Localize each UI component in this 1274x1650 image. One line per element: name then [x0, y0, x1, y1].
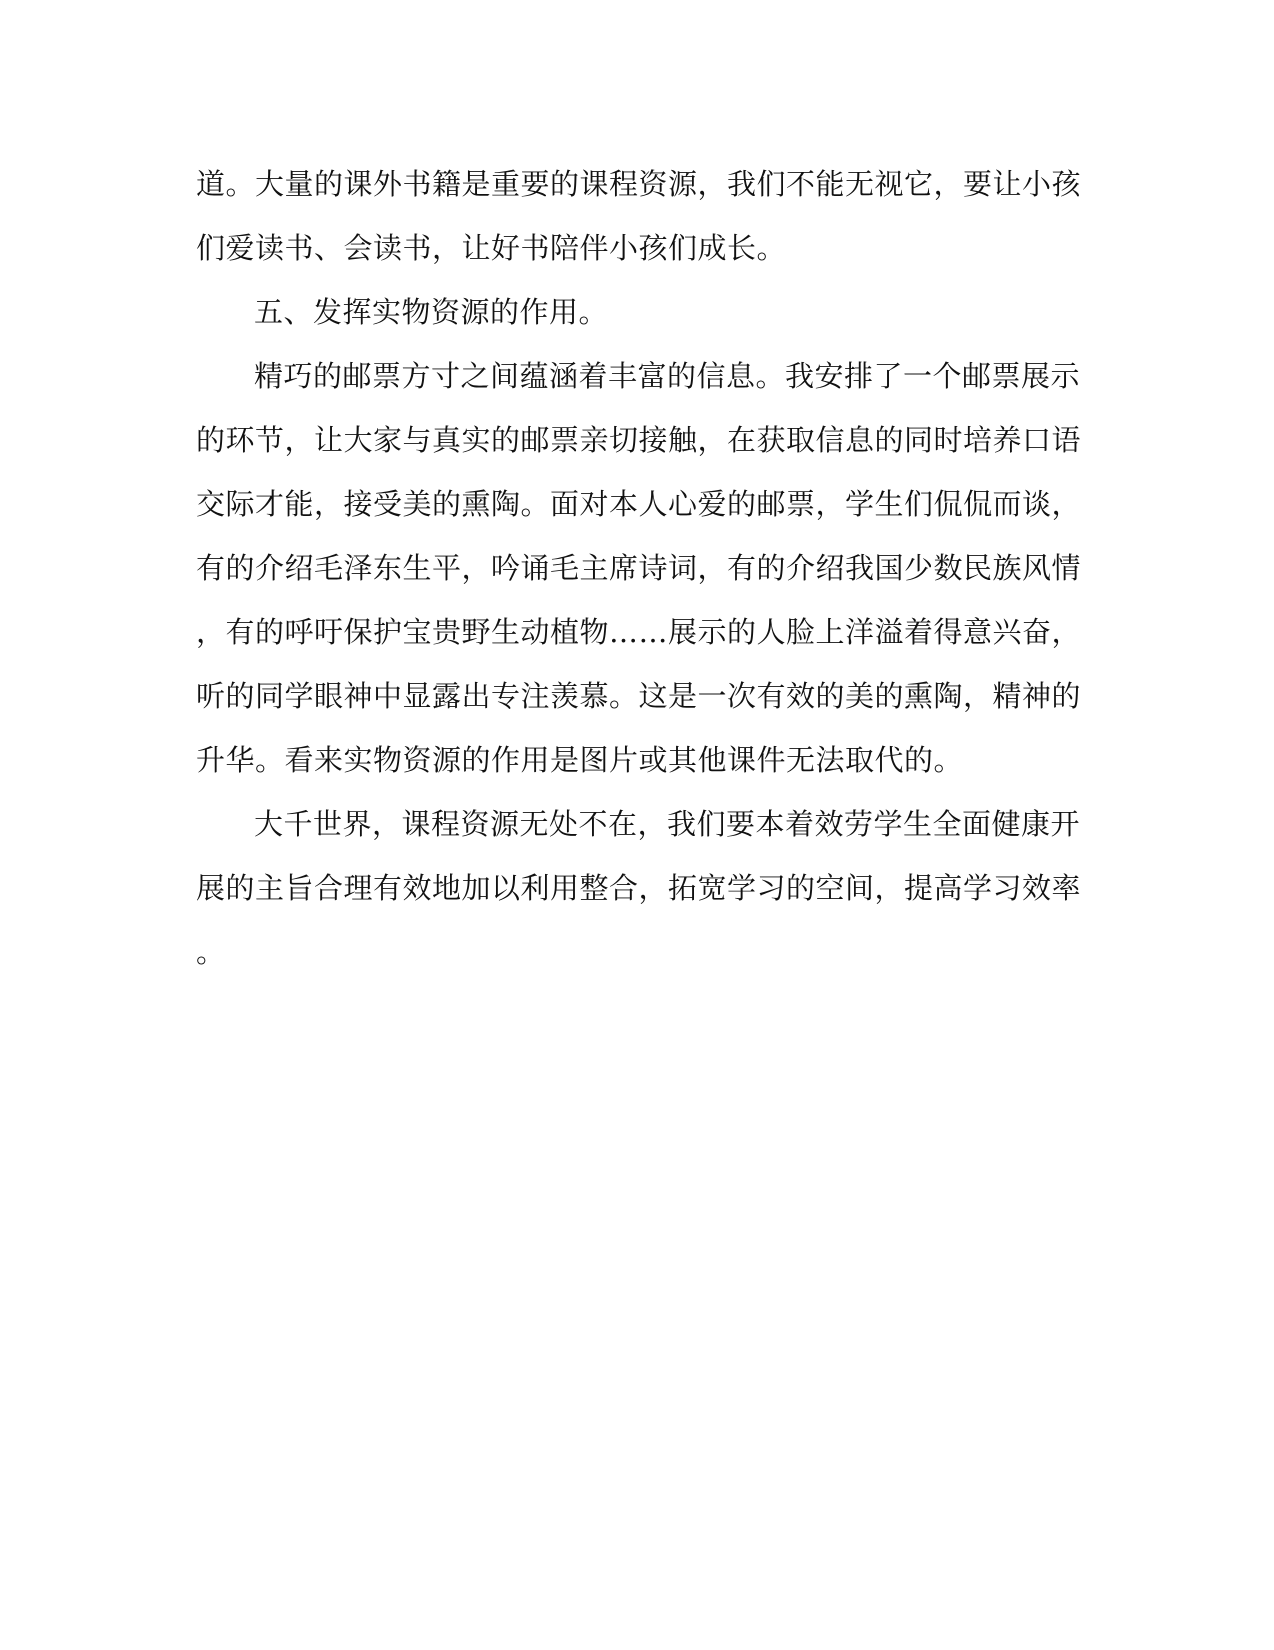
document-body — [196, 152, 1082, 984]
text-line: 升华。看来实物资源的作用是图片或其他课件无法取代的。 — [196, 743, 964, 777]
text-line: ，有的呼吁保护宝贵野生动植物……展示的人脸上洋溢着得意兴奋， — [196, 615, 1082, 649]
text-line: 听的同学眼神中显露出专注羡慕。这是一次有效的美的熏陶，精神的 — [196, 679, 1082, 713]
text-line: 道。大量的课外书籍是重要的课程资源，我们不能无视它，要让小孩 — [196, 167, 1082, 201]
text-line: 有的介绍毛泽东生平，吟诵毛主席诗词，有的介绍我国少数民族风情 — [196, 551, 1082, 585]
text-line: 的环节，让大家与真实的邮票亲切接触，在获取信息的同时培养口语 — [196, 423, 1082, 457]
text-line: 大千世界，课程资源无处不在，我们要本着效劳学生全面健康开 — [254, 807, 1081, 841]
text-line: 展的主旨合理有效地加以利用整合，拓宽学习的空间，提高学习效率 — [196, 871, 1082, 905]
text-line: 。 — [196, 935, 226, 969]
text-line: 们爱读书、会读书，让好书陪伴小孩们成长。 — [196, 231, 787, 265]
text-line: 精巧的邮票方寸之间蕴涵着丰富的信息。我安排了一个邮票展示 — [254, 359, 1081, 393]
text-line: 交际才能，接受美的熏陶。面对本人心爱的邮票，学生们侃侃而谈， — [196, 487, 1082, 521]
section-heading: 五、发挥实物资源的作用。 — [254, 295, 609, 329]
